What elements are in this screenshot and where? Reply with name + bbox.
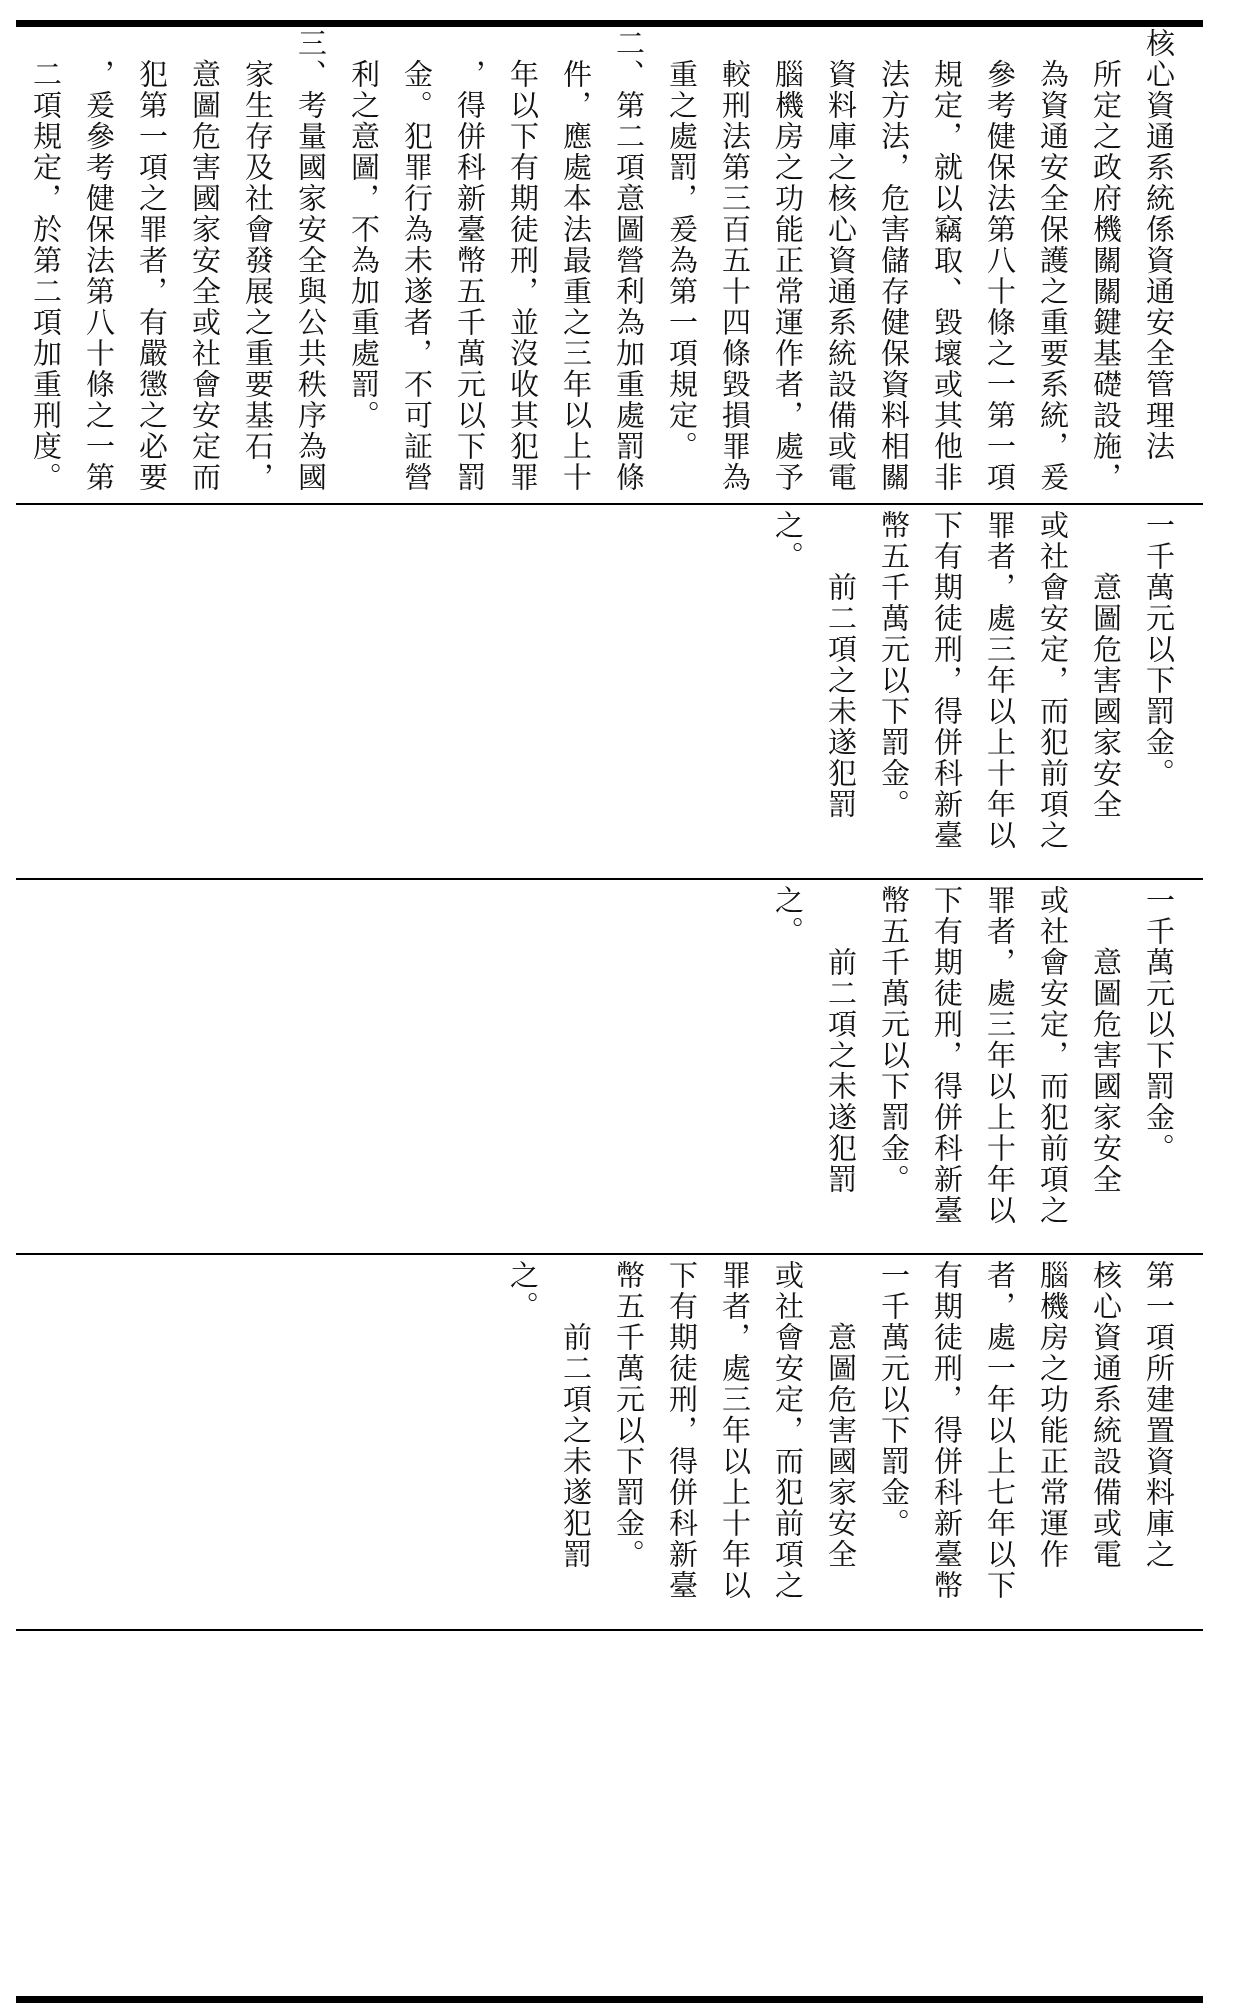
text-column: 資料庫之核心資通系統設備或電 <box>824 28 858 493</box>
text-column: 二項規定，於第二項加重刑度。 <box>29 28 63 493</box>
text-column: 意圖危害國家安全 <box>1089 885 1123 1195</box>
article-version-cell <box>16 510 1203 872</box>
text-column: 前二項之未遂犯罰 <box>824 885 858 1195</box>
text-column: 為資通安全保護之重要系統，爰 <box>1036 28 1070 493</box>
text-column: 幣五千萬元以下罰金。 <box>612 1260 646 1570</box>
text-column: 一千萬元以下罰金。 <box>877 1260 911 1539</box>
text-column: 家生存及社會發展之重要基石， <box>241 28 275 493</box>
text-column: 金。犯罪行為未遂者，不可証營 <box>400 28 434 493</box>
text-column: 罪者，處三年以上十年以 <box>983 885 1017 1226</box>
text-column: 之。 <box>771 885 805 947</box>
bottom-rule <box>16 1996 1203 2003</box>
text-column: 前二項之未遂犯罰 <box>559 1260 593 1570</box>
text-column: 之。 <box>771 510 805 572</box>
text-column: 意圖危害國家安全或社會安定而 <box>188 28 222 493</box>
text-column: 有期徒刑，得併科新臺幣 <box>930 1260 964 1601</box>
text-column: 罪者，處三年以上十年以 <box>983 510 1017 851</box>
text-column: 第一項所建置資料庫之 <box>1142 1260 1176 1570</box>
text-column: 下有期徒刑，得併科新臺 <box>665 1260 699 1601</box>
text-column: 者，處一年以上七年以下 <box>983 1260 1017 1601</box>
text-column: ，爰參考健保法第八十條之一第 <box>82 28 116 493</box>
row-divider <box>16 503 1203 505</box>
text-column: 規定，就以竊取、毀壞或其他非 <box>930 28 964 493</box>
text-column: 重之處罰，爰為第一項規定。 <box>665 28 699 462</box>
proposed-article-cell <box>16 1260 1203 1623</box>
explanation-text <box>16 28 1203 498</box>
text-column: 一千萬元以下罰金。 <box>1142 510 1176 789</box>
row-divider <box>16 878 1203 880</box>
text-column: 核心資通系統係資通安全管理法 <box>1142 28 1176 462</box>
text-column: 幣五千萬元以下罰金。 <box>877 510 911 820</box>
text-column: 年以下有期徒刑，並沒收其犯罪 <box>506 28 540 493</box>
text-column: 前二項之未遂犯罰 <box>824 510 858 820</box>
text-column: 一千萬元以下罰金。 <box>1142 885 1176 1164</box>
top-rule <box>16 20 1203 27</box>
text-column: 二、第二項意圖營利為加重處罰條 <box>612 28 646 493</box>
text-column: 幣五千萬元以下罰金。 <box>877 885 911 1195</box>
text-column: 件，應處本法最重之三年以上十 <box>559 28 593 493</box>
text-column: 下有期徒刑，得併科新臺 <box>930 885 964 1226</box>
article-version-text <box>745 885 1203 1247</box>
empty-cell <box>16 1636 1203 1988</box>
text-column: 法方法，危害儲存健保資料相關 <box>877 28 911 493</box>
row-divider <box>16 1629 1203 1631</box>
text-column: 之。 <box>506 1260 540 1322</box>
text-column: ，得併科新臺幣五千萬元以下罰 <box>453 28 487 493</box>
text-column: 較刑法第三百五十四條毀損罪為 <box>718 28 752 493</box>
text-column: 下有期徒刑，得併科新臺 <box>930 510 964 851</box>
text-column: 參考健保法第八十條之一第一項 <box>983 28 1017 493</box>
text-column: 三、考量國家安全與公共秩序為國 <box>294 28 328 493</box>
text-column: 腦機房之功能正常運作者，處予 <box>771 28 805 493</box>
text-column: 或社會安定，而犯前項之 <box>771 1260 805 1601</box>
proposed-article-text <box>480 1260 1203 1623</box>
text-column: 利之意圖，不為加重處罰。 <box>347 28 381 431</box>
text-column: 犯第一項之罪者，有嚴懲之必要 <box>135 28 169 493</box>
text-column: 罪者，處三年以上十年以 <box>718 1260 752 1601</box>
text-column: 核心資通系統設備或電 <box>1089 1260 1123 1570</box>
article-version-cell <box>16 885 1203 1247</box>
row-divider <box>16 1253 1203 1255</box>
text-column: 或社會安定，而犯前項之 <box>1036 510 1070 851</box>
text-column: 意圖危害國家安全 <box>1089 510 1123 820</box>
explanation-cell <box>16 28 1203 498</box>
article-version-text <box>745 510 1203 872</box>
text-column: 意圖危害國家安全 <box>824 1260 858 1570</box>
text-column: 或社會安定，而犯前項之 <box>1036 885 1070 1226</box>
text-column: 腦機房之功能正常運作 <box>1036 1260 1070 1570</box>
text-column: 所定之政府機關關鍵基礎設施， <box>1089 28 1123 493</box>
